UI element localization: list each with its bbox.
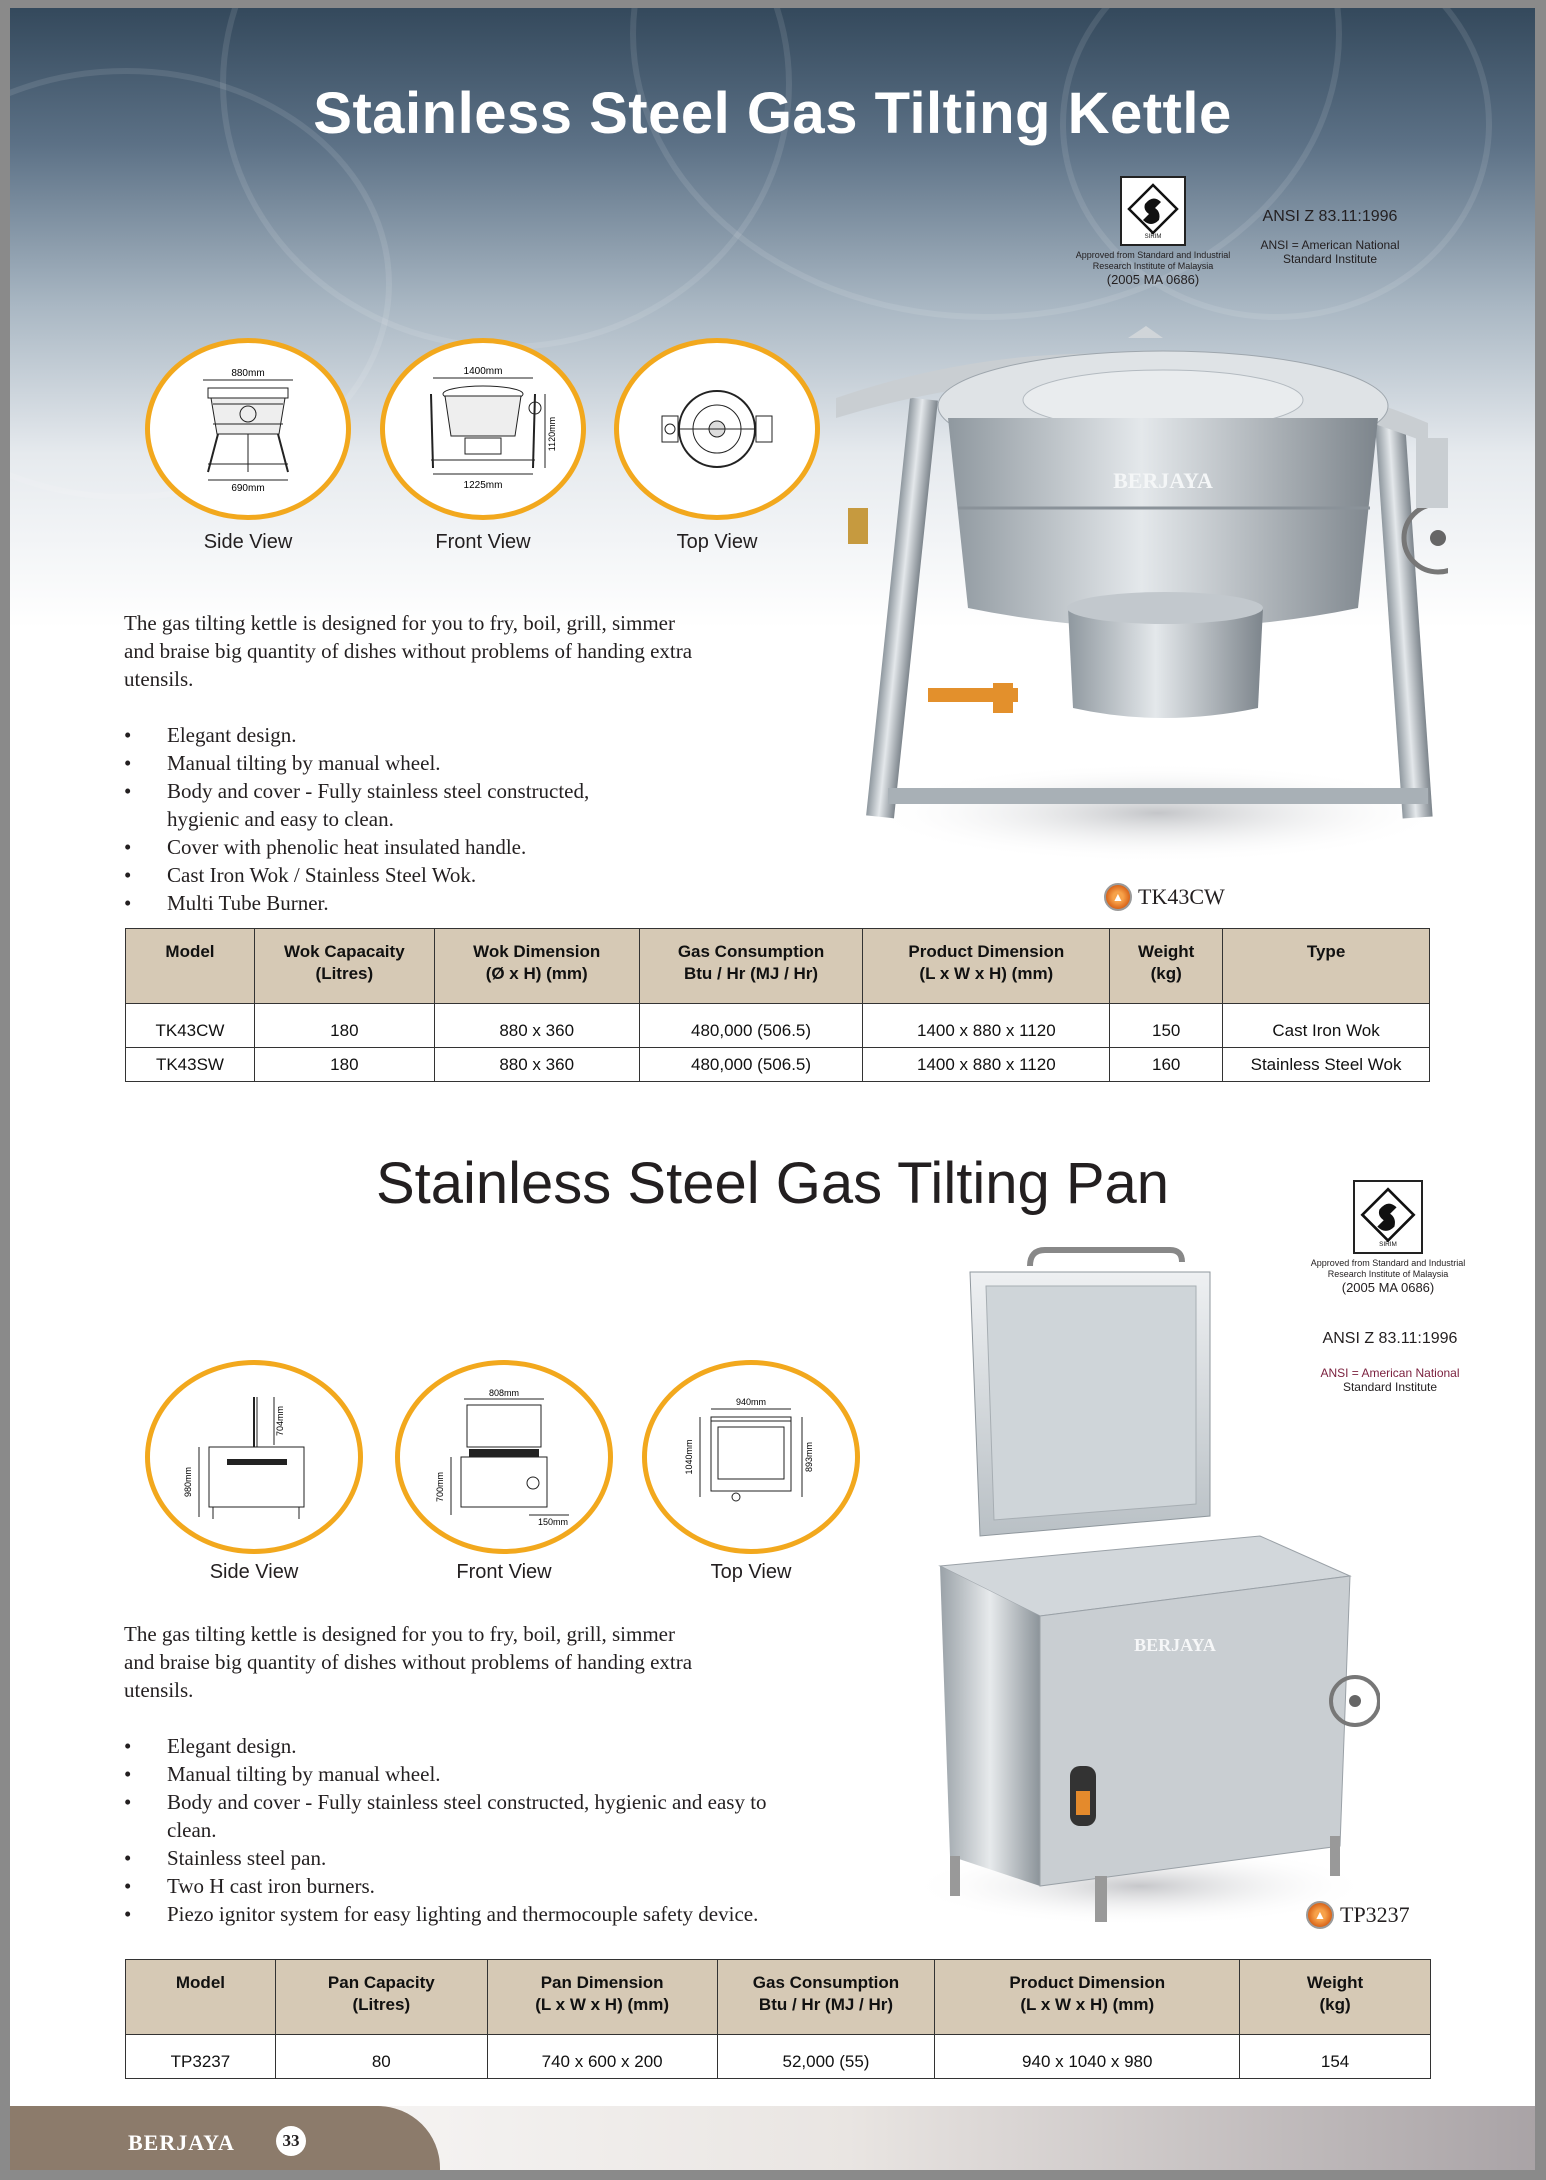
page-number: 33	[276, 2126, 306, 2156]
svg-text:BERJAYA: BERJAYA	[1113, 468, 1213, 493]
table-cell: TK43SW	[126, 1048, 255, 1082]
kettle-spec-table	[125, 928, 1430, 1082]
catalog-page	[10, 8, 1535, 2170]
list-item: • Multi Tube Burner.	[124, 889, 744, 917]
cert-approved-line1: Approved from Standard and Industrial	[1310, 1258, 1466, 1268]
table-header-cell: Model	[126, 929, 255, 1004]
list-item: • Cover with phenolic heat insulated handle.	[124, 833, 744, 861]
table-row	[126, 2045, 1431, 2079]
table-cell: 1400 x 880 x 1120	[863, 1048, 1110, 1082]
svg-text:690mm: 690mm	[231, 483, 265, 494]
flame-icon: ▲	[1104, 883, 1132, 911]
svg-text:150mm: 150mm	[537, 1517, 569, 1527]
table-header-cell: Weight (kg)	[1110, 929, 1223, 1004]
pan-model-text: TP3237	[1340, 1902, 1410, 1927]
list-item: • Body and cover - Fully stainless steel constructed, hygienic and easy to clean.	[124, 777, 647, 833]
kettle-side-view-circle	[145, 338, 351, 520]
table-cell: TK43CW	[126, 1014, 255, 1048]
pan-side-view-label: Side View	[209, 1561, 299, 1583]
table-header-cell: Product Dimension (L x W x H) (mm)	[863, 929, 1110, 1004]
cert-number: (2005 MA 0686)	[1341, 1280, 1435, 1295]
table-cell: 80	[275, 2045, 487, 2079]
kettle-side-view-label: Side View	[203, 531, 293, 553]
kettle-front-view-label: Front View	[435, 531, 531, 553]
kettle-top-view-label: Top View	[676, 531, 758, 553]
table-row	[126, 1014, 1430, 1048]
table-header-row	[126, 1960, 1431, 2035]
svg-text:700mm: 700mm	[435, 1471, 445, 1503]
ansi-standard: ANSI Z 83.11:1996	[1322, 1330, 1458, 1347]
list-item: • Body and cover - Fully stainless steel constructed, hygienic and easy to clean.	[124, 1788, 807, 1844]
svg-text:1040mm: 1040mm	[684, 1439, 694, 1475]
pan-top-view-drawing	[676, 1387, 826, 1527]
kettle-top-view-circle	[614, 338, 820, 520]
table-header-cell: Type	[1223, 929, 1430, 1004]
cert-number: (2005 MA 0686)	[1106, 272, 1200, 287]
pan-feature-list	[124, 1732, 844, 1928]
table-header-cell: Wok Capacaity (Litres)	[254, 929, 434, 1004]
svg-text:893mm: 893mm	[804, 1441, 814, 1473]
kettle-sirim-cert	[1068, 176, 1238, 287]
list-item: • Piezo ignitor system for easy lighting and thermocouple safety device.	[124, 1900, 844, 1928]
kettle-top-view-drawing	[652, 374, 782, 484]
table-cell: Cast Iron Wok	[1223, 1014, 1430, 1048]
kettle-side-view-drawing	[173, 364, 323, 494]
table-cell: 180	[254, 1048, 434, 1082]
table-header-cell: Gas Consumption Btu / Hr (MJ / Hr)	[639, 929, 863, 1004]
svg-text:1225mm: 1225mm	[463, 480, 503, 491]
kettle-front-view-drawing	[403, 364, 563, 494]
pan-side-view-circle	[145, 1360, 363, 1554]
table-cell: 880 x 360	[434, 1014, 639, 1048]
list-item: • Two H cast iron burners.	[124, 1872, 844, 1900]
ansi-line2: Standard Institute	[1342, 1380, 1438, 1394]
table-row	[126, 1048, 1430, 1082]
table-header-row	[126, 929, 1430, 1004]
table-cell: 154	[1240, 2045, 1431, 2079]
cert-approved-line2: Research Institute of Malaysia	[1092, 261, 1214, 271]
kettle-title: Stainless Steel Gas Tilting Kettle	[313, 81, 1232, 146]
table-cell: TP3237	[126, 2045, 276, 2079]
flame-icon: ▲	[1306, 1901, 1334, 1929]
table-cell: 180	[254, 1014, 434, 1048]
svg-text:BERJAYA: BERJAYA	[1134, 1635, 1216, 1655]
svg-text:980mm: 980mm	[183, 1466, 193, 1498]
table-header-cell: Pan Dimension (L x W x H) (mm)	[487, 1960, 717, 2035]
cert-approved-line2: Research Institute of Malaysia	[1327, 1269, 1449, 1279]
pan-title: Stainless Steel Gas Tilting Pan	[375, 1151, 1170, 1216]
table-header-cell: Gas Consumption Btu / Hr (MJ / Hr)	[717, 1960, 935, 2035]
table-header-cell: Product Dimension (L x W x H) (mm)	[935, 1960, 1240, 2035]
ansi-line1: ANSI = American National	[1260, 238, 1400, 252]
pan-spec-table	[125, 1959, 1431, 2079]
table-header-cell: Model	[126, 1960, 276, 2035]
table-cell: 880 x 360	[434, 1048, 639, 1082]
table-cell: 940 x 1040 x 980	[935, 2045, 1240, 2079]
pan-model-label	[1306, 1901, 1410, 1929]
pan-front-view-drawing	[429, 1387, 579, 1527]
svg-text:880mm: 880mm	[231, 368, 265, 379]
pan-side-view-drawing	[179, 1387, 329, 1527]
sirim-logo-icon	[1353, 1180, 1423, 1254]
ansi-standard: ANSI Z 83.11:1996	[1262, 208, 1398, 225]
pan-front-view-circle	[395, 1360, 613, 1554]
kettle-feature-list	[124, 721, 744, 917]
kettle-model-text: TK43CW	[1138, 884, 1225, 909]
kettle-product-image	[828, 308, 1448, 868]
table-cell: 52,000 (55)	[717, 2045, 935, 2079]
list-item: • Stainless steel pan.	[124, 1844, 844, 1872]
sirim-logo-icon	[1120, 176, 1186, 246]
table-header-cell: Wok Dimension (Ø x H) (mm)	[434, 929, 639, 1004]
kettle-front-view-circle	[380, 338, 586, 520]
pan-top-view-label: Top View	[710, 1561, 792, 1583]
list-item: • Manual tilting by manual wheel.	[124, 749, 744, 777]
cert-approved-line1: Approved from Standard and Industrial	[1075, 250, 1231, 260]
svg-text:808mm: 808mm	[488, 1388, 520, 1398]
table-cell: 1400 x 880 x 1120	[863, 1014, 1110, 1048]
table-cell: 480,000 (506.5)	[639, 1048, 863, 1082]
list-item: • Cast Iron Wok / Stainless Steel Wok.	[124, 861, 744, 889]
table-header-cell: Pan Capacity (Litres)	[275, 1960, 487, 2035]
kettle-description: The gas tilting kettle is designed for you to fry, boil, grill, simmer and braise big quantity of dishes without problems of handing extra utensils.	[124, 611, 693, 691]
svg-text:SIRIM: SIRIM	[1144, 234, 1162, 240]
pan-description: The gas tilting kettle is designed for you to fry, boil, grill, simmer and braise big quantity of dishes without problems of handing extra utensils.	[124, 1622, 693, 1702]
table-cell: 150	[1110, 1014, 1223, 1048]
pan-product-image	[900, 1246, 1380, 1946]
kettle-ansi	[1250, 208, 1410, 266]
svg-text:940mm: 940mm	[735, 1397, 767, 1407]
list-item: • Elegant design.	[124, 1732, 844, 1760]
table-cell: 740 x 600 x 200	[487, 2045, 717, 2079]
kettle-model-label	[1104, 883, 1225, 911]
ansi-line2: Standard Institute	[1282, 252, 1378, 266]
svg-text:SIRIM: SIRIM	[1379, 1240, 1397, 1248]
list-item: • Manual tilting by manual wheel.	[124, 1760, 844, 1788]
svg-text:1120mm: 1120mm	[547, 416, 557, 452]
table-cell: 160	[1110, 1048, 1223, 1082]
footer-brand-logo: BERJAYA	[128, 2130, 235, 2155]
pan-top-view-circle	[642, 1360, 860, 1554]
table-header-cell: Weight (kg)	[1240, 1960, 1431, 2035]
table-cell: 480,000 (506.5)	[639, 1014, 863, 1048]
ansi-line1: ANSI = American National	[1320, 1366, 1460, 1380]
svg-text:704mm: 704mm	[275, 1405, 285, 1437]
pan-front-view-label: Front View	[456, 1561, 552, 1583]
table-cell: Stainless Steel Wok	[1223, 1048, 1430, 1082]
svg-text:1400mm: 1400mm	[463, 366, 503, 377]
list-item: • Elegant design.	[124, 721, 744, 749]
